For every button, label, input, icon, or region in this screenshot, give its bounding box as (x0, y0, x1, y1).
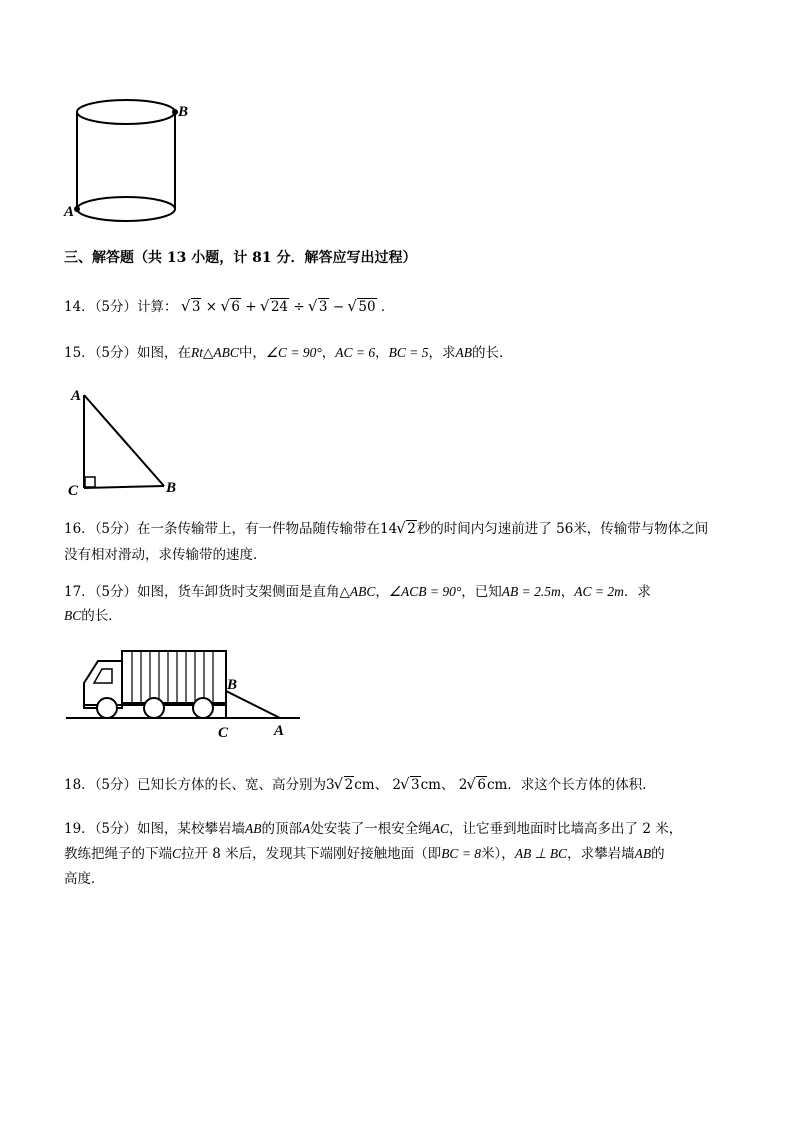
cylinder-bottom-ellipse (77, 197, 175, 221)
right-triangle-figure (62, 383, 192, 501)
math-ac: AC = 6 (335, 345, 376, 360)
cargo-box (122, 651, 226, 703)
wheel-rear (193, 698, 213, 718)
right-angle-mark (85, 477, 95, 487)
point-a (74, 206, 80, 212)
math-a: A (302, 821, 311, 836)
problem-text: 教练把绳子的下端 (64, 846, 172, 862)
cylinder-top-ellipse (77, 100, 175, 124)
label-b: B (166, 480, 177, 496)
coefficient: 14 (380, 521, 398, 537)
math-ab: AB (634, 846, 652, 861)
math-ac: AC (431, 821, 450, 836)
radical: √ 6 (222, 297, 241, 317)
problem-text: 的 (651, 846, 665, 862)
label-b: B (178, 104, 189, 120)
label-a: A (64, 204, 75, 220)
coefficient: 2 (458, 777, 468, 793)
problem-18 (64, 775, 656, 795)
math-abc: ABC (213, 345, 239, 360)
problem-text: ，求 (428, 345, 456, 361)
problem-score: （5分） (94, 584, 138, 600)
problem-15 (64, 343, 513, 363)
label-c: C (68, 483, 79, 499)
problem-17-line-2 (64, 606, 122, 626)
math-ab: AB = 2.5m (501, 584, 561, 599)
math-ab: AB (455, 345, 473, 360)
triangle-symbol: △ (339, 584, 350, 600)
punctuation: ， (560, 584, 575, 600)
problem-17 (64, 582, 651, 602)
punctuation: 、 (374, 777, 389, 793)
problem-text: 中， (238, 345, 266, 361)
operator: + (245, 299, 257, 315)
coefficient: 3 (326, 777, 335, 793)
radical: √ 3 (402, 775, 421, 795)
problem-text: 如图，货车卸货时支架侧面是直角 (137, 584, 340, 600)
cylinder-figure (58, 92, 198, 232)
punctuation: ， (375, 345, 389, 361)
problem-number: 16． (64, 521, 95, 537)
problem-text: 拉开 8 米后，发现其下端刚好接触地面（即 (181, 846, 442, 862)
problem-text: ．求 (623, 584, 651, 600)
coefficient: 2 (392, 777, 401, 793)
operator: − (332, 299, 345, 315)
math-ab: AB (245, 821, 262, 836)
math-c: C (172, 846, 182, 861)
problem-text: ，求攀岩墙 (567, 846, 635, 862)
problem-19 (64, 819, 682, 839)
problem-14 (64, 297, 394, 317)
problem-text: 如图，在 (137, 345, 192, 361)
radical: √ 3 (183, 297, 202, 317)
punctuation: ， (375, 584, 389, 600)
problem-text: 的长． (472, 345, 513, 361)
triangle-symbol: △ (203, 345, 214, 361)
punctuation: 、 (440, 777, 455, 793)
problem-19-line-2 (64, 844, 665, 864)
side-cb (84, 486, 164, 488)
problem-text: 的长． (81, 608, 122, 624)
problem-text: ，让它垂到地面时比墙高多出了 2 米， (449, 821, 683, 837)
problem-number: 14． (64, 299, 95, 315)
section-heading: 三、解答题（共 13 小题，计 81 分．解答应写出过程） (64, 250, 417, 266)
radical: √ 2 (398, 519, 417, 539)
problem-number: 17． (64, 584, 95, 600)
truck-figure (64, 643, 304, 745)
radical: √ 6 (468, 775, 487, 795)
problem-text: 在一条传输带上，有一件物品随传输带在 (137, 521, 381, 537)
wheel-front (97, 698, 117, 718)
unit: cm (420, 777, 441, 793)
problem-score: （5分） (94, 821, 138, 837)
unit: cm (354, 777, 375, 793)
problem-text: 已知长方体的长、宽、高分别为 (137, 777, 327, 793)
problem-text: 计算： (137, 299, 178, 315)
wheel-middle (144, 698, 164, 718)
problem-text: 处安装了一根安全绳 (310, 821, 432, 837)
problem-text: 米）， (481, 846, 515, 862)
math-rt: Rt (191, 345, 204, 360)
cargo-stripes (132, 651, 213, 703)
problem-text: ．求这个长方体的体积． (507, 777, 656, 793)
label-a: A (71, 388, 82, 404)
problem-score: （5分） (94, 521, 138, 537)
math-bc: BC (64, 608, 82, 623)
problem-19-line-3: 高度． (64, 871, 105, 887)
problem-score: （5分） (94, 777, 138, 793)
radical: √ 3 (310, 297, 329, 317)
label-a: A (274, 723, 285, 739)
side-ab (84, 395, 164, 486)
unit: cm (486, 777, 508, 793)
problem-16-line-2: 没有相对滑动，求传输带的速度． (64, 547, 267, 563)
problem-score: （5分） (94, 345, 138, 361)
problem-number: 19． (64, 821, 95, 837)
math-angle: ∠ACB = 90° (388, 584, 462, 599)
math-ac: AC = 2m (574, 584, 624, 599)
operator: × (205, 299, 218, 315)
problem-16 (64, 519, 708, 539)
problem-text: 的顶部 (261, 821, 303, 837)
radical: √ 50 (349, 297, 376, 317)
punctuation: ， (321, 345, 336, 361)
problem-number: 18． (64, 777, 95, 793)
problem-number: 15． (64, 345, 95, 361)
math-angle: ∠C = 90° (265, 345, 322, 360)
math-perp: AB ⊥ BC (514, 846, 568, 861)
support-ab (226, 691, 280, 718)
math-bc: BC = 5 (388, 345, 429, 360)
math-bc: BC = 8 (441, 846, 482, 861)
problem-text: 如图，某校攀岩墙 (137, 821, 246, 837)
label-b: B (227, 677, 238, 693)
operator: ÷ (293, 299, 305, 315)
problem-score: （5分） (94, 299, 138, 315)
label-c: C (218, 725, 229, 741)
math-abc: ABC (349, 584, 376, 599)
problem-text: 秒的时间内匀速前进了 56米，传输带与物体之间 (416, 521, 709, 537)
punctuation: ． (380, 299, 395, 315)
cab-window (94, 669, 112, 683)
problem-text: ，已知 (461, 584, 502, 600)
radical: √ 2 (336, 775, 355, 795)
radical: √ 24 (262, 297, 289, 317)
